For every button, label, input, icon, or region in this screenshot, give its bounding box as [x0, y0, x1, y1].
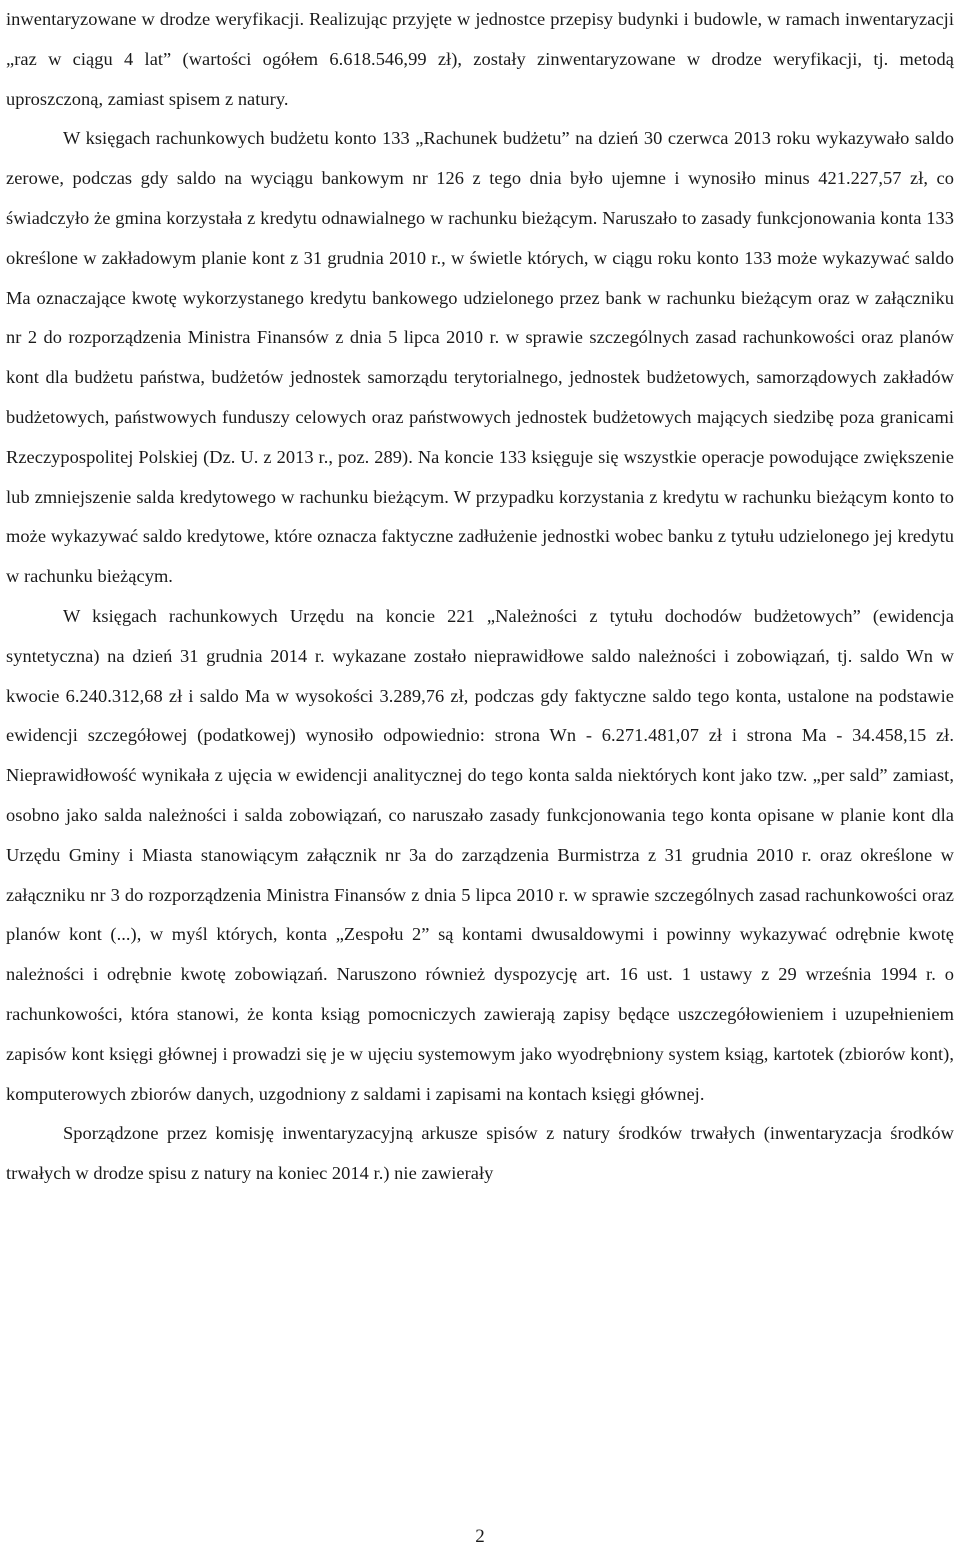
paragraph-2: W księgach rachunkowych budżetu konto 133 „Rachunek budżetu” na dzień 30 czerwca 2013 roku wykazywało saldo zerowe, podczas gdy saldo na wyciągu bankowym nr 126 z tego dnia było ujemne i wynosiło minus 421.227,57 zł, co świadczyło że gmina korzystała z kredytu odnawialnego w rachunku bieżącym. Naruszało to zasady funkcjonowania konta 133 określone w zakładowym planie kont z 31 grudnia 2010 r., w świetle których, w ciągu roku konto 133 może wykazywać saldo Ma oznaczające kwotę wykorzystanego kredytu bankowego udzielonego przez bank w rachunku bieżącym oraz w załączniku nr 2 do rozporządzenia Ministra Finansów z dnia 5 lipca 2010 r. w sprawie szczególnych zasad rachunkowości oraz planów kont dla budżetu państwa, budżetów jednostek samorządu terytorialnego, jednostek budżetowych, samorządowych zakładów budżetowych, państwowych funduszy celowych oraz państwowych jednostek budżetowych mających siedzibę poza granicami Rzeczypospolitej Polskiej (Dz. U. z 2013 r., poz. 289). Na koncie 133 księguje się wszystkie operacje powodujące zwiększenie lub zmniejszenie salda kredytowego w rachunku bieżącym. W przypadku korzystania z kredytu w rachunku bieżącym konto to może wykazywać saldo kredytowe, które oznacza faktyczne zadłużenie jednostki wobec banku z tytułu udzielonego jej kredytu w rachunku bieżącym. — [6, 128, 954, 587]
document-body — [6, 0, 954, 1194]
paragraph-3: W księgach rachunkowych Urzędu na koncie 221 „Należności z tytułu dochodów budżetowych” (ewidencja syntetyczna) na dzień 31 grudnia 2014 r. wykazane zostało nieprawidłowe saldo należności i zobowiązań, tj. saldo Wn w kwocie 6.240.312,68 zł i saldo Ma w wysokości 3.289,76 zł, podczas gdy faktyczne saldo tego konta, ustalone na podstawie ewidencji szczegółowej (podatkowej) wynosiło odpowiednio: strona Wn - 6.271.481,07 zł i strona Ma - 34.458,15 zł. Nieprawidłowość wynikała z ujęcia w ewidencji analitycznej do tego konta salda niektórych kont jako tzw. „per sald” zamiast, osobno jako salda należności i salda zobowiązań, co naruszało zasady funkcjonowania tego konta opisane w planie kont dla Urzędu Gminy i Miasta stanowiącym załącznik nr 3a do zarządzenia Burmistrza z 31 grudnia 2010 r. oraz określone w załączniku nr 3 do rozporządzenia Ministra Finansów z dnia 5 lipca 2010 r. w sprawie szczególnych zasad rachunkowości oraz planów kont (...), w myśl których, konta „Zespołu 2” są kontami dwusaldowymi i powinny wykazywać odrębnie kwotę należności i odrębnie kwotę zobowiązań. Naruszono również dyspozycję art. 16 ust. 1 ustawy z 29 września 1994 r. o rachunkowości, która stanowi, że konta ksiąg pomocniczych zawierają zapisy będące uszczegółowieniem i uzupełnieniem zapisów kont księgi głównej i prowadzi się je w ujęciu systemowym jako wyodrębniony system ksiąg, kartotek (zbiorów kont), komputerowych zbiorów danych, uzgodniony z saldami i zapisami na kontach księgi głównej. — [6, 605, 954, 1104]
page-number: 2 — [475, 1526, 485, 1547]
paragraph-4: Sporządzone przez komisję inwentaryzacyjną arkusze spisów z natury środków trwałych (inwentaryzacja środków trwałych w drodze spisu z natury na koniec 2014 r.) nie zawierały — [6, 1123, 954, 1184]
paragraph-1: inwentaryzowane w drodze weryfikacji. Realizując przyjęte w jednostce przepisy budynki i budowle, w ramach inwentaryzacji „raz w ciągu 4 lat” (wartości ogółem 6.618.546,99 zł), zostały zinwentaryzowane w drodze weryfikacji, tj. metodą uproszczoną, zamiast spisem z natury. — [6, 9, 954, 109]
